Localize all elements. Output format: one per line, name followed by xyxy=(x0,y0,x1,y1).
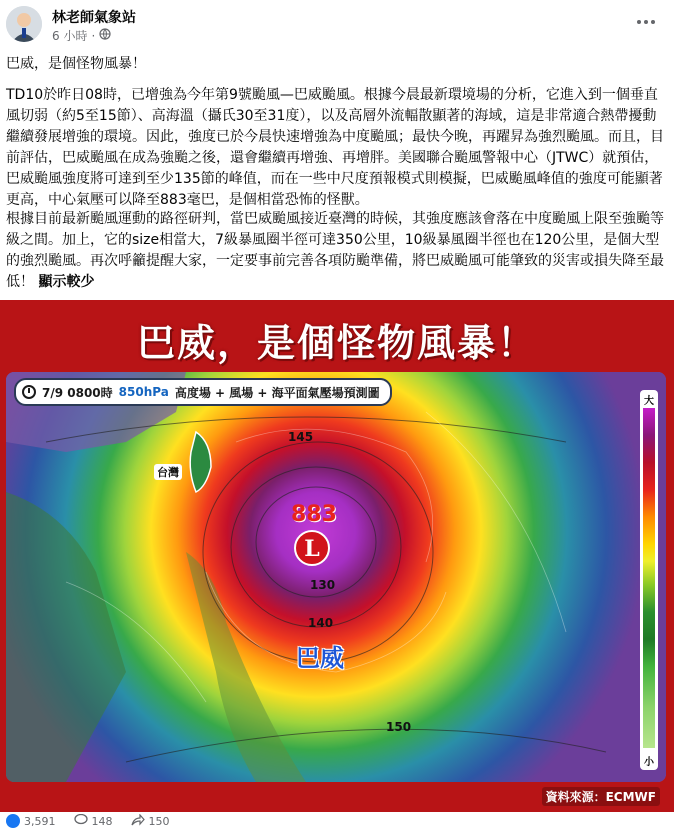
comment-count-value: 148 xyxy=(91,814,113,828)
like-count-value: 3,591 xyxy=(24,814,56,828)
map-info-pill xyxy=(14,378,392,406)
post-time[interactable]: 6 小時 xyxy=(52,29,88,43)
pill-description: 高度場 + 風場 + 海平面氣壓場預測圖 xyxy=(174,385,380,400)
label-taiwan: 台灣 xyxy=(154,464,182,480)
post-paragraph-1: TD10於昨日08時，已增強為今年第9號颱風—巴威颱風。根據今晨最新環境場的分析，它進入到一個垂直風切弱（約5至15節）、高海溫（攝氏30至31度），以及高層外流輻散顯著的海域，這是非常適合熱帶擾動繼續發展增強的環境。因此，強度已於今晨快速增強為中度颱風；最快今晚，再躍昇為強烈颱風。而且，目前評估，巴威颱風在成為強颱之後，還會繼續再增強、再增胖。美國聯合颱風警報中心（JTWC）就預估，巴威颱風強度將可達到至少135節的峰值，而在一些中尺度預報模式則模擬，巴威颱風峰值的強度可能顯著更高，中心氣壓可以降至883毫巴，是個相當恐怖的怪獸。 xyxy=(6,87,664,208)
contour-label-130: 130 xyxy=(310,578,336,592)
comment-icon xyxy=(74,814,88,829)
post-meta xyxy=(52,27,111,44)
map-background xyxy=(6,372,666,782)
like-icon xyxy=(6,814,20,828)
wind-legend xyxy=(640,390,658,770)
central-pressure: 883 xyxy=(291,502,337,527)
contour-label-145: 145 xyxy=(288,430,314,444)
clock-icon xyxy=(22,385,36,399)
contour-label-150: 150 xyxy=(386,720,412,734)
low-pressure-marker: L xyxy=(294,530,330,566)
post-image[interactable] xyxy=(0,300,674,812)
more-options-icon[interactable] xyxy=(634,12,658,32)
pill-level: 850hPa xyxy=(118,385,169,399)
author-name[interactable]: 林老師氣象站 xyxy=(52,10,136,26)
forecast-map xyxy=(6,372,666,782)
post-paragraph-2 xyxy=(6,209,666,293)
author-avatar[interactable] xyxy=(6,6,42,42)
share-count[interactable] xyxy=(131,814,170,829)
comment-count[interactable] xyxy=(74,814,113,829)
globe-icon xyxy=(99,28,111,43)
data-source: 資料來源：ECMWF xyxy=(542,787,660,806)
like-count[interactable] xyxy=(6,814,56,828)
contour-label-140: 140 xyxy=(308,616,334,630)
reaction-bar xyxy=(6,815,668,827)
image-banner-title: 巴威，是個怪物風暴！ xyxy=(136,321,537,365)
pill-time: 7/9 0800時 xyxy=(42,385,113,400)
legend-color-bar xyxy=(643,408,655,748)
share-count-value: 150 xyxy=(148,814,170,828)
legend-bottom-label: 小 xyxy=(644,757,654,768)
post-header xyxy=(0,0,674,52)
storm-name-label: 巴威 xyxy=(296,644,344,672)
post-headline: 巴威，是個怪物風暴！ xyxy=(6,56,146,72)
show-less-link[interactable]: 顯示較少 xyxy=(38,274,95,290)
legend-top-label: 大 xyxy=(644,396,654,407)
share-icon xyxy=(131,814,145,829)
meta-separator: · xyxy=(91,28,96,43)
post-paragraph-2-text: 根據目前最新颱風運動的路徑研判，當巴威颱風接近臺灣的時候，其強度應該會落在中度颱風上限至強颱等級之間。加上，它的size相當大，7級暴風圈半徑可達350公里，10級暴風圈半徑也在120公里，是個大型的強烈颱風。再次呼籲提醒大家，一定要事前完善各項防颱準備，將巴威颱風可能肇致的災害或損失降至最低！ xyxy=(6,211,664,290)
